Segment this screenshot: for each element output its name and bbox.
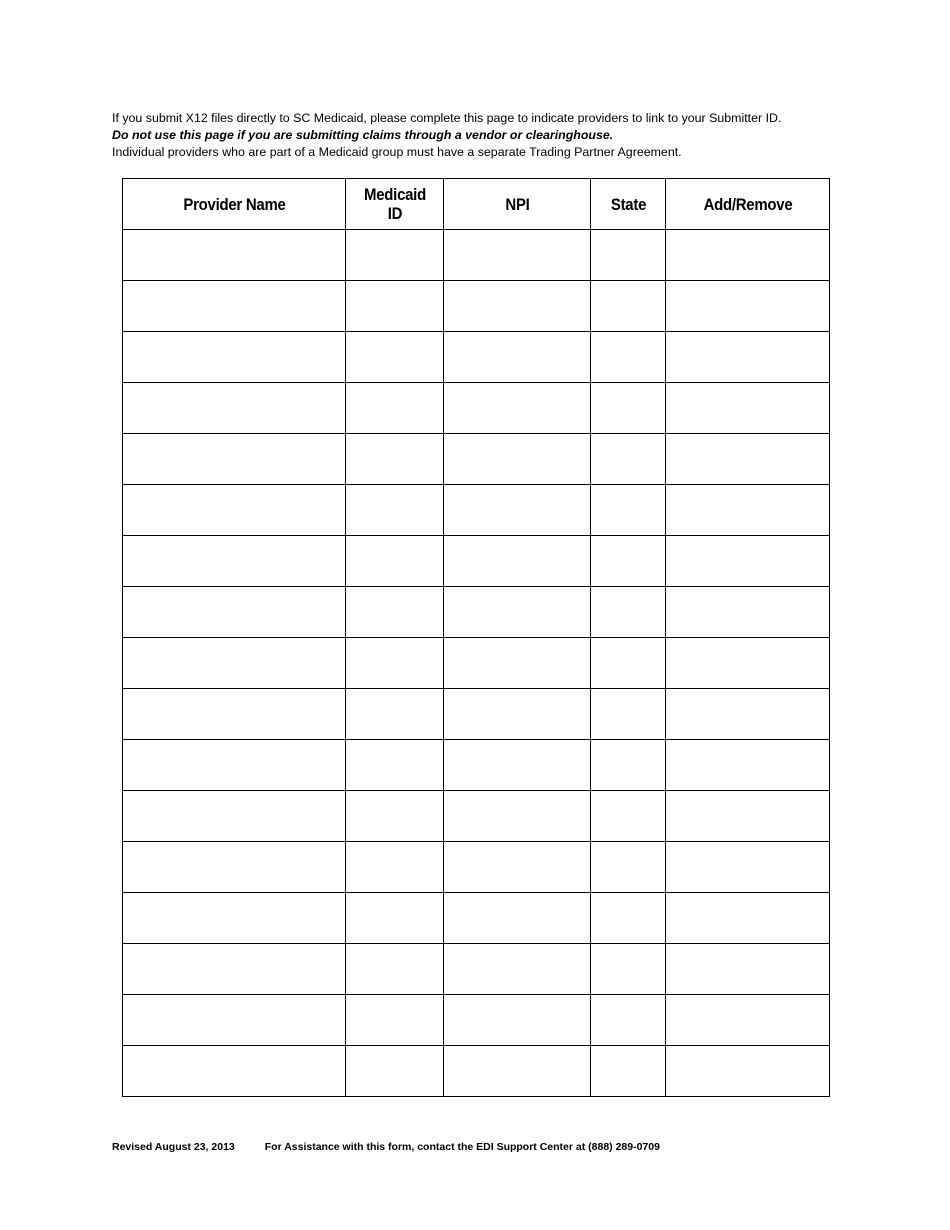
instructions	[112, 110, 912, 161]
cell-provider-name[interactable]	[123, 638, 346, 689]
table-row	[123, 842, 830, 893]
header-medicaid-id: Medicaid ID	[351, 179, 437, 230]
cell-state[interactable]	[591, 893, 666, 944]
cell-npi[interactable]	[444, 1046, 591, 1097]
cell-state[interactable]	[591, 485, 666, 536]
cell-provider-name[interactable]	[123, 434, 346, 485]
cell-provider-name[interactable]	[123, 536, 346, 587]
cell-npi[interactable]	[444, 281, 591, 332]
cell-state[interactable]	[591, 536, 666, 587]
cell-add-remove[interactable]	[666, 842, 830, 893]
table-row	[123, 383, 830, 434]
cell-add-remove[interactable]	[666, 332, 830, 383]
table-row	[123, 281, 830, 332]
header-npi: NPI	[452, 179, 581, 230]
cell-add-remove[interactable]	[666, 944, 830, 995]
cell-provider-name[interactable]	[123, 995, 346, 1046]
cell-add-remove[interactable]	[666, 689, 830, 740]
cell-medicaid-id[interactable]	[346, 332, 444, 383]
cell-add-remove[interactable]	[666, 230, 830, 281]
cell-provider-name[interactable]	[123, 332, 346, 383]
cell-provider-name[interactable]	[123, 791, 346, 842]
assistance-contact: For Assistance with this form, contact the EDI Support Center at (888) 289-0709	[264, 1141, 660, 1153]
table-row	[123, 638, 830, 689]
cell-add-remove[interactable]	[666, 383, 830, 434]
cell-npi[interactable]	[444, 434, 591, 485]
cell-medicaid-id[interactable]	[346, 383, 444, 434]
table-row	[123, 434, 830, 485]
cell-provider-name[interactable]	[123, 383, 346, 434]
cell-medicaid-id[interactable]	[346, 434, 444, 485]
cell-medicaid-id[interactable]	[346, 281, 444, 332]
cell-npi[interactable]	[444, 842, 591, 893]
cell-medicaid-id[interactable]	[346, 1046, 444, 1097]
table-row	[123, 791, 830, 842]
cell-medicaid-id[interactable]	[346, 638, 444, 689]
table-row	[123, 230, 830, 281]
cell-state[interactable]	[591, 995, 666, 1046]
cell-add-remove[interactable]	[666, 1046, 830, 1097]
cell-npi[interactable]	[444, 536, 591, 587]
table-row	[123, 332, 830, 383]
cell-state[interactable]	[591, 842, 666, 893]
table-row	[123, 995, 830, 1046]
cell-provider-name[interactable]	[123, 689, 346, 740]
cell-state[interactable]	[591, 434, 666, 485]
cell-npi[interactable]	[444, 383, 591, 434]
footer	[112, 1141, 660, 1153]
table-row	[123, 740, 830, 791]
header-add-remove: Add/Remove	[675, 179, 819, 230]
cell-medicaid-id[interactable]	[346, 689, 444, 740]
cell-medicaid-id[interactable]	[346, 536, 444, 587]
table-row	[123, 536, 830, 587]
cell-provider-name[interactable]	[123, 281, 346, 332]
cell-add-remove[interactable]	[666, 893, 830, 944]
cell-npi[interactable]	[444, 893, 591, 944]
cell-add-remove[interactable]	[666, 434, 830, 485]
table-row	[123, 485, 830, 536]
cell-add-remove[interactable]	[666, 536, 830, 587]
provider-table-header-row	[123, 179, 830, 230]
cell-state[interactable]	[591, 1046, 666, 1097]
cell-medicaid-id[interactable]	[346, 587, 444, 638]
cell-provider-name[interactable]	[123, 587, 346, 638]
cell-medicaid-id[interactable]	[346, 842, 444, 893]
table-row	[123, 587, 830, 638]
cell-state[interactable]	[591, 587, 666, 638]
cell-state[interactable]	[591, 332, 666, 383]
cell-state[interactable]	[591, 638, 666, 689]
cell-npi[interactable]	[444, 230, 591, 281]
provider-table	[122, 178, 830, 1097]
header-state: State	[595, 179, 661, 230]
cell-state[interactable]	[591, 383, 666, 434]
header-provider-name: Provider Name	[136, 179, 332, 230]
cell-state[interactable]	[591, 740, 666, 791]
cell-npi[interactable]	[444, 485, 591, 536]
cell-state[interactable]	[591, 791, 666, 842]
cell-state[interactable]	[591, 944, 666, 995]
cell-npi[interactable]	[444, 995, 591, 1046]
cell-add-remove[interactable]	[666, 485, 830, 536]
cell-medicaid-id[interactable]	[346, 485, 444, 536]
cell-npi[interactable]	[444, 689, 591, 740]
cell-medicaid-id[interactable]	[346, 944, 444, 995]
cell-provider-name[interactable]	[123, 1046, 346, 1097]
provider-table-body	[123, 230, 830, 1097]
cell-medicaid-id[interactable]	[346, 893, 444, 944]
cell-npi[interactable]	[444, 638, 591, 689]
cell-provider-name[interactable]	[123, 842, 346, 893]
cell-add-remove[interactable]	[666, 995, 830, 1046]
cell-npi[interactable]	[444, 332, 591, 383]
cell-npi[interactable]	[444, 587, 591, 638]
cell-medicaid-id[interactable]	[346, 740, 444, 791]
cell-add-remove[interactable]	[666, 587, 830, 638]
instruction-line-warning: Do not use this page if you are submitting claims through a vendor or clearinghouse.	[112, 128, 614, 142]
cell-state[interactable]	[591, 689, 666, 740]
cell-provider-name[interactable]	[123, 485, 346, 536]
cell-add-remove[interactable]	[666, 791, 830, 842]
cell-provider-name[interactable]	[123, 230, 346, 281]
table-row	[123, 944, 830, 995]
instruction-line-submit: If you submit X12 files directly to SC Medicaid, please complete this page to indicate providers to link to your Submitter ID.	[112, 111, 782, 125]
table-row	[123, 893, 830, 944]
cell-add-remove[interactable]	[666, 638, 830, 689]
cell-state[interactable]	[591, 230, 666, 281]
cell-add-remove[interactable]	[666, 740, 830, 791]
cell-state[interactable]	[591, 281, 666, 332]
cell-provider-name[interactable]	[123, 740, 346, 791]
cell-npi[interactable]	[444, 740, 591, 791]
cell-medicaid-id[interactable]	[346, 995, 444, 1046]
table-row	[123, 1046, 830, 1097]
revised-date: Revised August 23, 2013	[112, 1141, 235, 1153]
cell-add-remove[interactable]	[666, 281, 830, 332]
instruction-line-individual: Individual providers who are part of a Medicaid group must have a separate Trading Partner Agreement.	[112, 145, 682, 159]
cell-provider-name[interactable]	[123, 944, 346, 995]
table-row	[123, 689, 830, 740]
cell-medicaid-id[interactable]	[346, 230, 444, 281]
cell-npi[interactable]	[444, 791, 591, 842]
cell-provider-name[interactable]	[123, 893, 346, 944]
cell-npi[interactable]	[444, 944, 591, 995]
cell-medicaid-id[interactable]	[346, 791, 444, 842]
